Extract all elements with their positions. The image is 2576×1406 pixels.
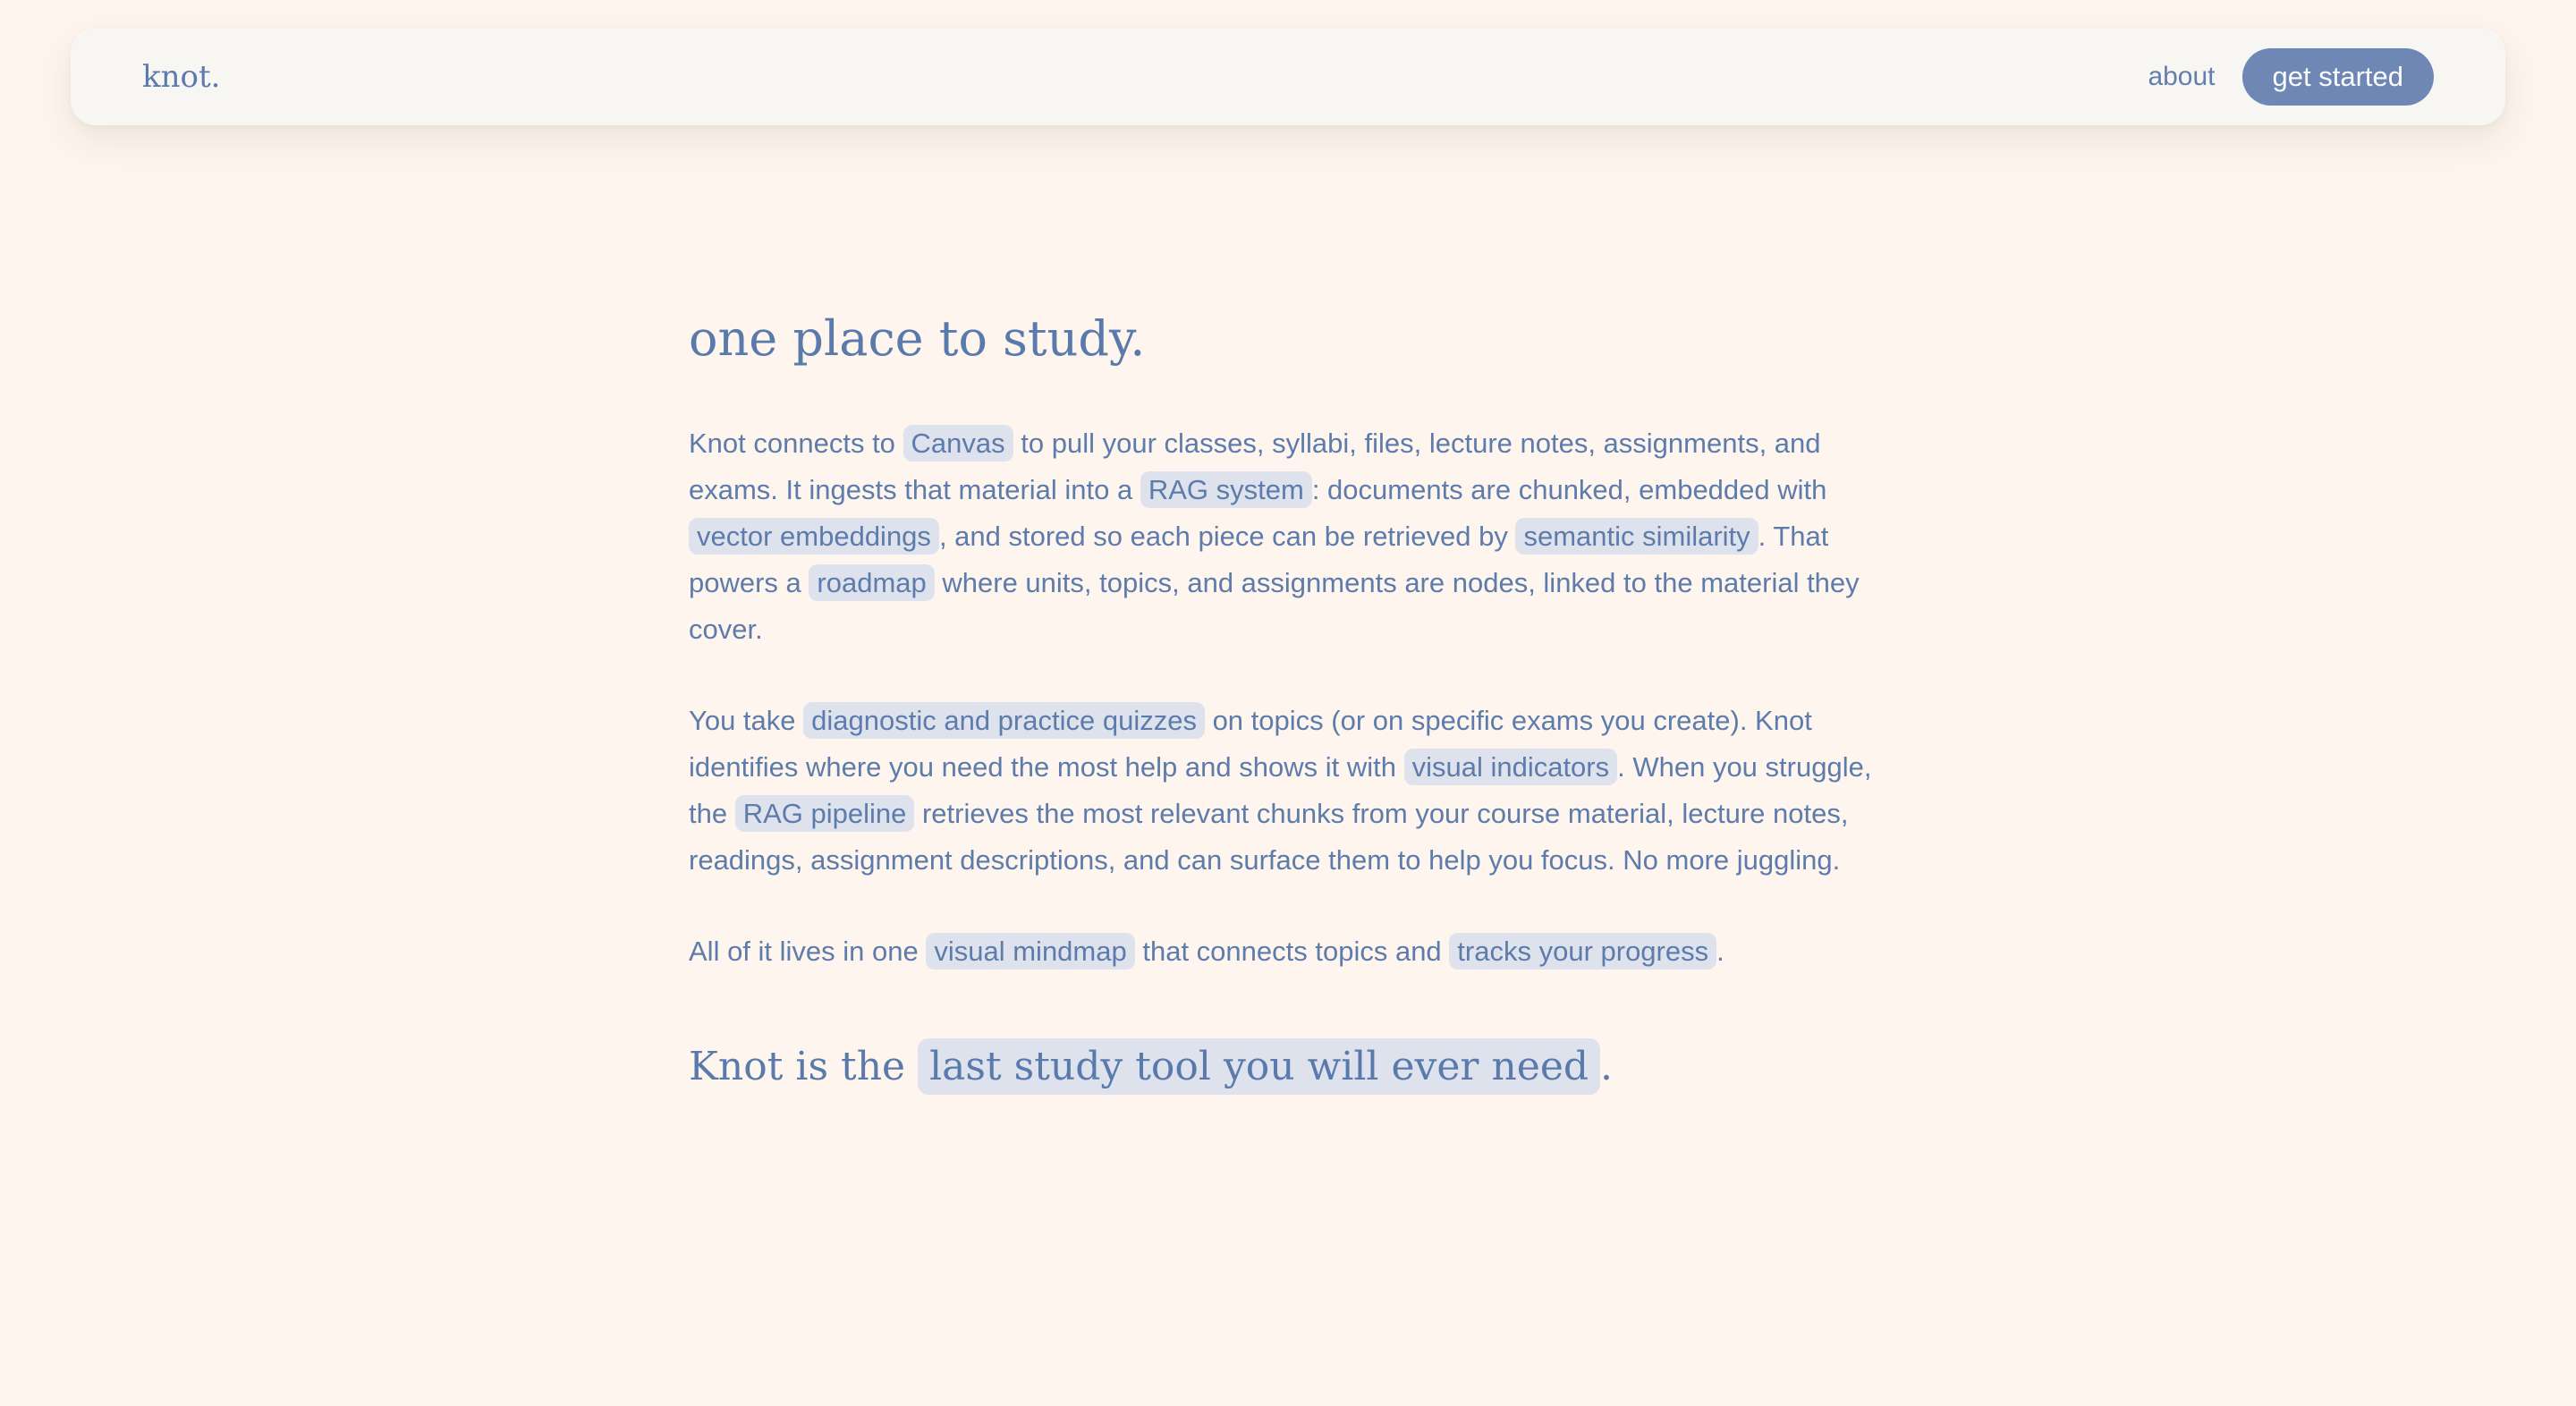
highlight: Canvas xyxy=(903,425,1013,462)
highlight: diagnostic and practice quizzes xyxy=(803,702,1205,739)
highlight: tracks your progress xyxy=(1449,933,1716,970)
navbar xyxy=(71,29,2505,125)
highlight: last study tool you will ever need xyxy=(918,1038,1600,1095)
get-started-button[interactable]: get started xyxy=(2242,48,2434,106)
mindmap-paragraph: All of it lives in one visual mindmap that connects topics and tracks your progress . xyxy=(689,928,1887,975)
highlight: visual indicators xyxy=(1404,749,1618,785)
highlight: semantic similarity xyxy=(1515,518,1758,555)
highlight: visual mindmap xyxy=(926,933,1134,970)
logo[interactable]: knot. xyxy=(142,59,221,95)
highlight: vector embeddings xyxy=(689,518,939,555)
page-title: one place to study. xyxy=(689,310,1146,367)
highlight: RAG pipeline xyxy=(735,795,915,832)
highlight: RAG system xyxy=(1140,471,1312,508)
main-content xyxy=(689,125,1887,1092)
about-link[interactable]: about xyxy=(2148,62,2216,91)
navbar-right-group xyxy=(2148,48,2434,106)
quizzes-paragraph: You take diagnostic and practice quizzes on topics (or on specific exams you create). Knot identifies where you need the most help and shows it with visual indicators . When you struggle, the RAG pipeline retrieves the most relevant chunks from your course material, lecture notes, readings, assignment descriptions, and can surface them to help you focus. No more juggling. xyxy=(689,698,1887,884)
highlight: roadmap xyxy=(809,564,934,601)
tagline: Knot is the last study tool you will ever need . xyxy=(689,1041,1887,1092)
intro-paragraph: Knot connects to Canvas to pull your classes, syllabi, files, lecture notes, assignments, and exams. It ingests that material into a RAG system : documents are chunked, embedded with vector embeddings , and stored so each piece can be retrieved by semantic similarity . That powers a roadmap where units, topics, and assignments are nodes, linked to the material they cover. xyxy=(689,420,1887,653)
